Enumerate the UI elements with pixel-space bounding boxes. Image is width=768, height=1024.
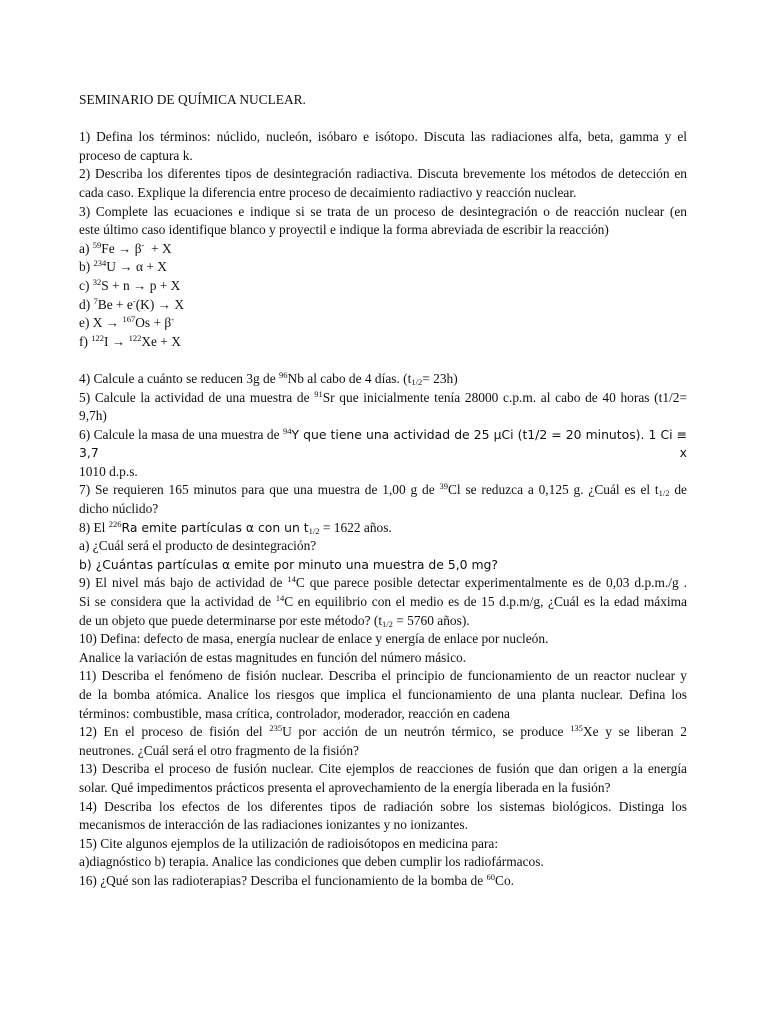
question-9-line-2: Si se considera que la actividad de $^{14}$C en equilibrio con el medio es de 15 d.p.m/g, ¿Cuál es la edad máxima bbox=[79, 593, 688, 610]
question-15-line-2: a)diagnóstico b) terapia. Analice las condiciones que deben cumplir los radiofármacos. bbox=[79, 854, 544, 870]
question-13-line-1: 13) Describa el proceso de fusión nuclear. Cite ejemplos de reacciones de fusión que dan origen a la energía bbox=[79, 761, 687, 777]
question-10-line-1: 10) Defina: defecto de masa, energía nuclear de enlace y energía de enlace por nucleón. bbox=[79, 631, 549, 647]
question-8-a: a) ¿Cuál será el producto de desintegración? bbox=[79, 538, 317, 554]
question-2-line-2: cada caso. Explique la diferencia entre proceso de decaimiento radiactivo y reacción nuclear. bbox=[79, 184, 577, 200]
paragraph-gap bbox=[79, 351, 687, 370]
question-3-line-2: este último caso identifique blanco y proyectil e indique la forma abreviada de escribir la reacción) bbox=[79, 222, 609, 238]
document-page bbox=[79, 91, 687, 891]
question-11-line-1: 11) Describa el fenómeno de fisión nuclear. Describa el principio de funcionamiento de un reactor nuclear y bbox=[79, 668, 687, 684]
equation-a: a) $^{59}$Fe → β- + X bbox=[79, 239, 172, 256]
question-8: 8) El $^{226}$Ra emite partículas α con un $t_{1/2} = 1622$ años. bbox=[79, 518, 392, 536]
question-14-line-2: mecanismos de interacción de las radiaciones ionizantes y no ionizantes. bbox=[79, 817, 468, 833]
question-8-b: b) ¿Cuántas partículas α emite por minuto una muestra de 5,0 mg? bbox=[79, 556, 499, 572]
question-1-line-1: 1) Defina los términos: núclido, nucleón, isóbaro e isótopo. Discuta las radiaciones alfa, beta, gamma y el bbox=[79, 129, 687, 145]
question-10-line-2: Analice la variación de estas magnitudes en función del número másico. bbox=[79, 649, 467, 665]
equation-f: f) $^{122}$I → $^{122}$Xe + X bbox=[79, 332, 181, 349]
question-3-line-1: 3) Complete las ecuaciones e indique si se trata de un proceso de desintegración o de reacción nuclear (en bbox=[79, 203, 687, 219]
equation-d: d) $^7$Be + e-(K) → X bbox=[79, 295, 185, 312]
question-5-line-2: 9,7h) bbox=[79, 408, 107, 424]
question-11-line-2: de la bomba atómica. Analice los riesgos que implica el funcionamiento de una planta nuclear. Defina los bbox=[79, 687, 687, 702]
question-2-line-1: 2) Describa los diferentes tipos de desintegración radiactiva. Discuta brevemente los métodos de detección en bbox=[79, 166, 687, 182]
question-1-line-2: proceso de captura k. bbox=[79, 147, 193, 163]
question-15-line-1: 15) Cite algunos ejemplos de la utilización de radioisótopos en medicina para: bbox=[79, 835, 499, 851]
question-4: 4) Calcule a cuánto se reducen 3g de $^{96}$Nb al cabo de 4 días. $(t_{1/2}= 23h)$ bbox=[79, 369, 458, 387]
document-title: SEMINARIO DE QUÍMICA NUCLEAR. bbox=[79, 92, 306, 107]
question-9-line-3: de un objeto que puede determinarse por este método? ($t_{1/2} = 5760$ años). bbox=[79, 612, 470, 629]
question-14-line-1: 14) Describa los efectos de los diferentes tipos de radiación sobre los sistemas biológicos. Distinga los bbox=[79, 798, 687, 814]
equation-b: b) $^{234}$U → α + X bbox=[79, 258, 167, 275]
question-11-line-3: términos: combustible, masa crítica, controlador, moderador, reacción en cadena bbox=[79, 705, 510, 721]
question-12-line-1: 12) En el proceso de fisión del $^{235}$U por acción de un neutrón térmico, se produce $^{135}$Xe y se liberan 2 bbox=[79, 723, 687, 740]
question-9-line-1: 9) El nivel más bajo de actividad de $^{14}$C que parece posible detectar experimentalmente es de 0,03 d.p.m./g . bbox=[79, 574, 687, 591]
question-16: 16) ¿Qué son las radioterapias? Describa el funcionamiento de la bomba de $^{60}$Co. bbox=[79, 871, 515, 888]
question-7-line-2: dicho núclido? bbox=[79, 501, 159, 517]
equation-c: c) $^{32}$S + n → p + X bbox=[79, 276, 181, 293]
question-6-line-1: 6) Calcule la masa de una muestra de $^{94}$Y que tiene una actividad de 25 μCi (t1/2 = 20 minutos). 1 Ci ≡ 3,7 x bbox=[79, 425, 687, 461]
question-7-line-1: 7) Se requieren 165 minutos para que una muestra de 1,00 g de $^{39}$Cl se reduzca a 0,125 g. ¿Cuál es el $t_{1/2}$ de bbox=[79, 481, 687, 499]
equation-e: e) X → $^{167}$Os + β- bbox=[79, 314, 175, 331]
question-13-line-2: solar. Qué impedimentos prácticos presenta el aprovechamiento de la energía liberada en la fusión? bbox=[79, 779, 611, 795]
question-12-line-2: neutrones. ¿Cuál será el otro fragmento de la fisión? bbox=[79, 742, 359, 758]
question-6-line-2: 1010 d.p.s. bbox=[79, 463, 138, 479]
question-5-line-1: 5) Calcule la actividad de una muestra de $^{91}$Sr que inicialmente tenía 28000 c.p.m. al cabo de 40 horas (t1/2= bbox=[79, 388, 687, 405]
